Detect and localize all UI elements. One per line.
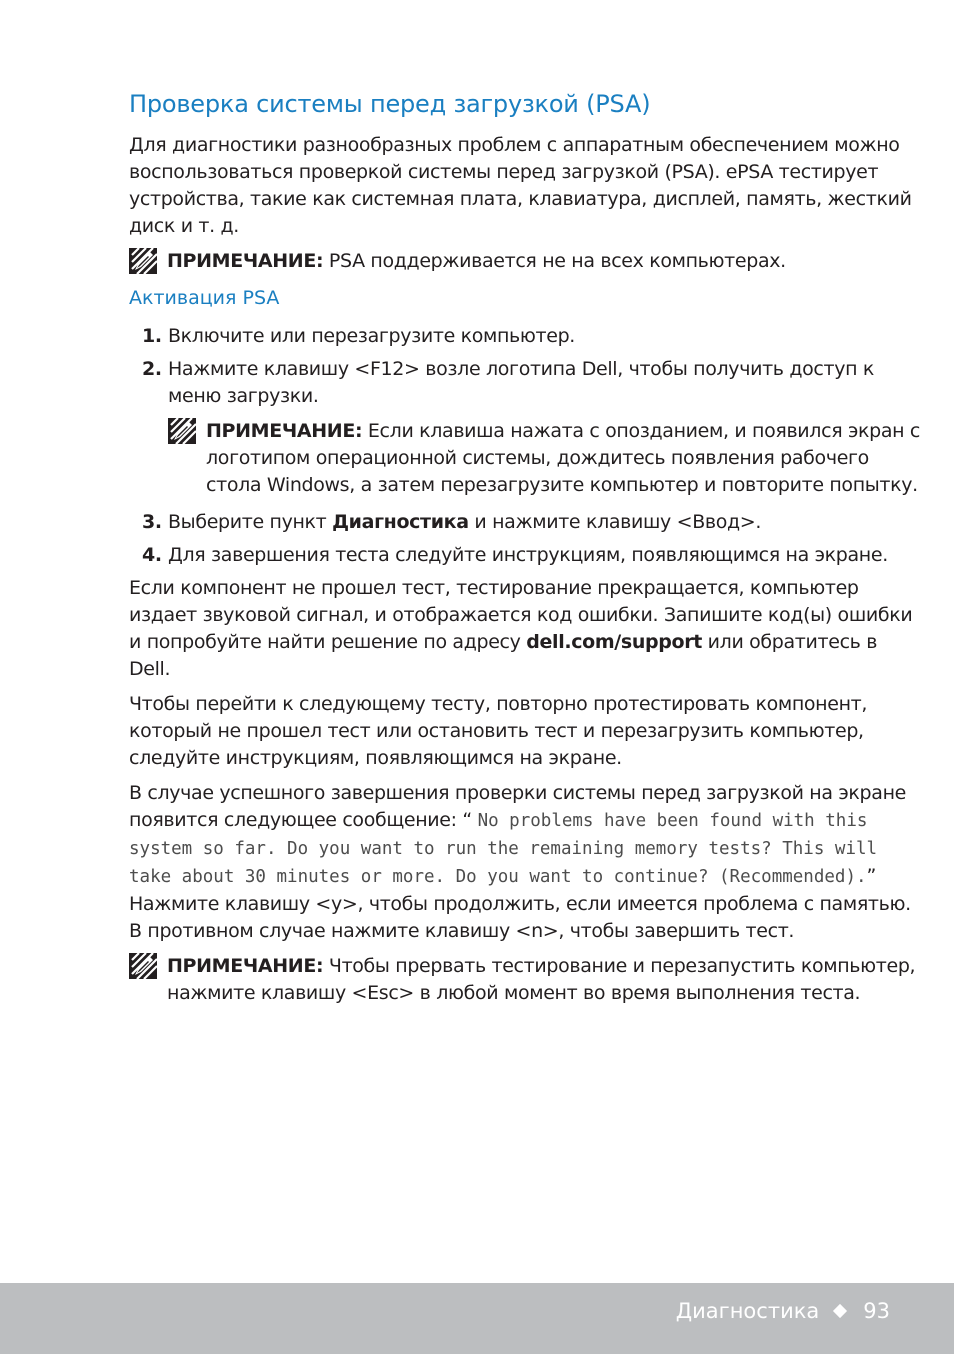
page-content (129, 90, 921, 1015)
step-text: и нажмите клавишу <Ввод>. (468, 511, 762, 533)
note-label: ПРИМЕЧАНИЕ: (206, 420, 363, 442)
note-pencil-icon (129, 248, 157, 274)
step-item: 2. Нажмите клавишу <F12> возле логотипа Dell, чтобы получить доступ к меню загрузки. ПРИМЕЧАНИЕ: Если клавиша нажата с опозданием, и появился экран с логотипом операционной системы, дождитесь появления рабочего стола Windows, а затем перезагрузите компьютер и повторите попытку. (129, 356, 921, 503)
intro-paragraph: Для диагностики разнообразных проблем с аппаратным обеспечением можно воспользоваться проверкой системы перед загрузкой (PSA). ePSA тестирует устройства, такие как системная плата, клавиатура, дисплей, память, жесткий диск и т. д. (129, 134, 912, 237)
step-item: 3. Выберите пункт Диагностика и нажмите клавишу <Ввод>. (141, 511, 762, 533)
note-pencil-icon (129, 953, 157, 979)
note-psa-support (129, 248, 921, 275)
step-text: Нажмите клавишу <F12> возле логотипа Dell, чтобы получить доступ к меню загрузки. (168, 358, 874, 407)
note-text: PSA поддерживается не на всех компьютерах. (323, 250, 786, 272)
page-footer (0, 1283, 954, 1354)
section-subtitle: Активация PSA (129, 287, 280, 309)
step-item: 1. Включите или перезагрузите компьютер. (141, 325, 575, 347)
step-number: 1 (141, 325, 155, 347)
note-late-key (168, 418, 921, 499)
step-text: Выберите пункт (168, 511, 333, 533)
success-paragraph: В случае успешного завершения проверки системы перед загрузкой на экране появится следующее сообщение: “ No problems have been found with this system so far. Do you want to run the remaining memory tests? This will take about 30 minutes or more. Do you want to continue? (Recommended).” Нажмите клавишу <y>, чтобы продолжить, если имеется проблема с памятью. В противном случае нажмите клавишу <n>, чтобы завершить тест. (129, 782, 911, 942)
menu-item-diagnostics: Диагностика (332, 511, 469, 533)
page-title: Проверка системы перед загрузкой (PSA) (129, 90, 651, 118)
error-paragraph: Если компонент не прошел тест, тестирование прекращается, компьютер издает звуковой сигнал, и отображается код ошибки. Запишите код(ы) ошибки и попробуйте найти решение по адресу dell.com/support или обратитесь в Dell. (129, 577, 913, 680)
note-label: ПРИМЕЧАНИЕ: (167, 250, 324, 272)
step-number: 3 (141, 511, 155, 533)
note-label: ПРИМЕЧАНИЕ: (167, 955, 324, 977)
step-text: Для завершения теста следуйте инструкциям, появляющимся на экране. (168, 544, 888, 566)
step-number: 4 (141, 544, 155, 566)
next-test-paragraph: Чтобы перейти к следующему тесту, повторно протестировать компонент, который не прошел тест или остановить тест и перезагрузить компьютер, следуйте инструкциям, появляющимся на экране. (129, 693, 868, 769)
step-item: 4. Для завершения теста следуйте инструкциям, появляющимся на экране. (141, 544, 888, 566)
note-text: Если клавиша нажата с опозданием, и появился экран с логотипом операционной системы, дождитесь появления рабочего стола Windows, а затем перезагрузите компьютер и повторите попытку. (206, 420, 921, 496)
note-esc (129, 953, 921, 1007)
step-number: 2 (141, 358, 155, 380)
system-message: No problems have been found with this system so far. Do you want to run the remaining memory tests? This will take about 30 minutes or more. Do you want to continue? (Recommended). (129, 811, 878, 887)
step-text: Включите или перезагрузите компьютер. (168, 325, 575, 347)
diamond-icon (833, 1304, 847, 1318)
support-link[interactable]: dell.com/support (526, 631, 702, 653)
note-text: Чтобы прервать тестирование и перезапустить компьютер, нажмите клавишу <Esc> в любой момент во время выполнения теста. (167, 955, 916, 1004)
footer-section: Диагностика (675, 1299, 820, 1323)
page-number: 93 (863, 1299, 890, 1323)
note-pencil-icon (168, 418, 196, 444)
steps-list (129, 323, 921, 569)
